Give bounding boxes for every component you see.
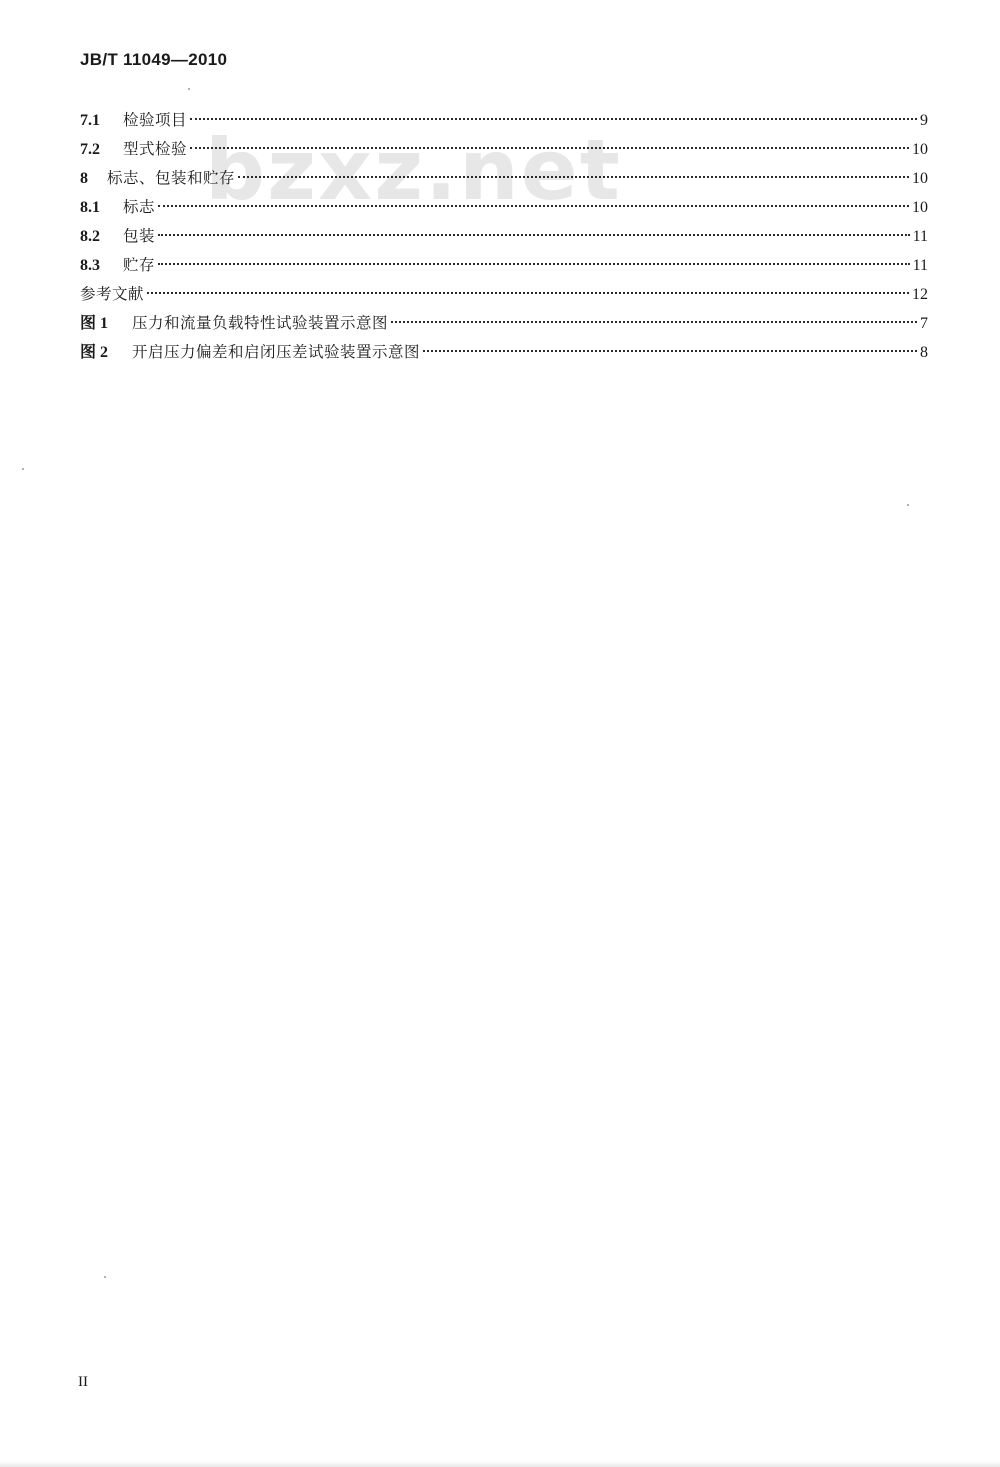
toc-entry-page: 7	[920, 315, 928, 332]
document-code: JB/T 11049—2010	[80, 50, 228, 69]
toc-dot-leader	[190, 118, 917, 120]
toc-entry-7-1[interactable]	[80, 106, 928, 135]
scan-speck	[188, 88, 190, 90]
toc-dot-leader	[158, 234, 910, 236]
watermark: bzxz.net	[205, 121, 622, 219]
toc-entry-page: 8	[920, 344, 928, 361]
toc-entry-figure-2[interactable]	[80, 338, 928, 367]
toc-entry-page: 12	[912, 286, 928, 303]
toc-entry-number: 8.1	[80, 199, 100, 216]
toc-entry-page: 10	[912, 141, 928, 158]
toc-dot-leader	[158, 205, 909, 207]
toc-entry-number: 图 2	[80, 344, 109, 361]
toc-dot-leader	[158, 263, 910, 265]
page-bottom-edge	[0, 1461, 1000, 1467]
toc-dot-leader	[238, 176, 909, 178]
toc-entry-7-2[interactable]	[80, 135, 928, 164]
toc-entry-title: 包装	[123, 227, 156, 245]
toc-entry-number: 8.2	[80, 228, 100, 245]
toc-entry-page: 9	[920, 112, 928, 129]
toc-entry-title: 贮存	[123, 256, 156, 274]
scan-speck	[22, 468, 24, 470]
toc-entry-number: 7.1	[80, 112, 100, 129]
toc-entry-title: 参考文献	[80, 285, 145, 303]
toc-entry-page: 10	[912, 199, 928, 216]
toc-entry-title: 检验项目	[123, 111, 188, 129]
toc-entry-references[interactable]	[80, 280, 928, 309]
toc-dot-leader	[147, 292, 909, 294]
toc-entry-8-3[interactable]	[80, 251, 928, 280]
page-folio: II	[78, 1374, 88, 1390]
toc-dot-leader	[423, 350, 917, 352]
toc-entry-page: 11	[912, 257, 928, 274]
toc-entry-page: 10	[912, 170, 928, 187]
toc-entry-number: 8.3	[80, 257, 100, 274]
toc-entry-8-1[interactable]	[80, 193, 928, 222]
toc-entry-number: 8	[80, 170, 88, 187]
table-of-contents	[80, 106, 928, 367]
toc-entry-title: 标志	[123, 198, 156, 216]
toc-entry-title: 开启压力偏差和启闭压差试验装置示意图	[132, 343, 421, 361]
toc-entry-number: 7.2	[80, 141, 100, 158]
toc-entry-page: 11	[912, 228, 928, 245]
toc-entry-figure-1[interactable]	[80, 309, 928, 338]
toc-entry-8[interactable]	[80, 164, 928, 193]
scan-speck	[907, 504, 909, 506]
toc-entry-8-2[interactable]	[80, 222, 928, 251]
scan-speck	[104, 1276, 106, 1278]
toc-entry-number: 图 1	[80, 315, 109, 332]
toc-entry-title: 标志、包装和贮存	[107, 169, 236, 187]
toc-dot-leader	[190, 147, 909, 149]
toc-entry-title: 压力和流量负载特性试验装置示意图	[132, 314, 389, 332]
toc-entry-title: 型式检验	[123, 140, 188, 158]
toc-dot-leader	[391, 321, 917, 323]
